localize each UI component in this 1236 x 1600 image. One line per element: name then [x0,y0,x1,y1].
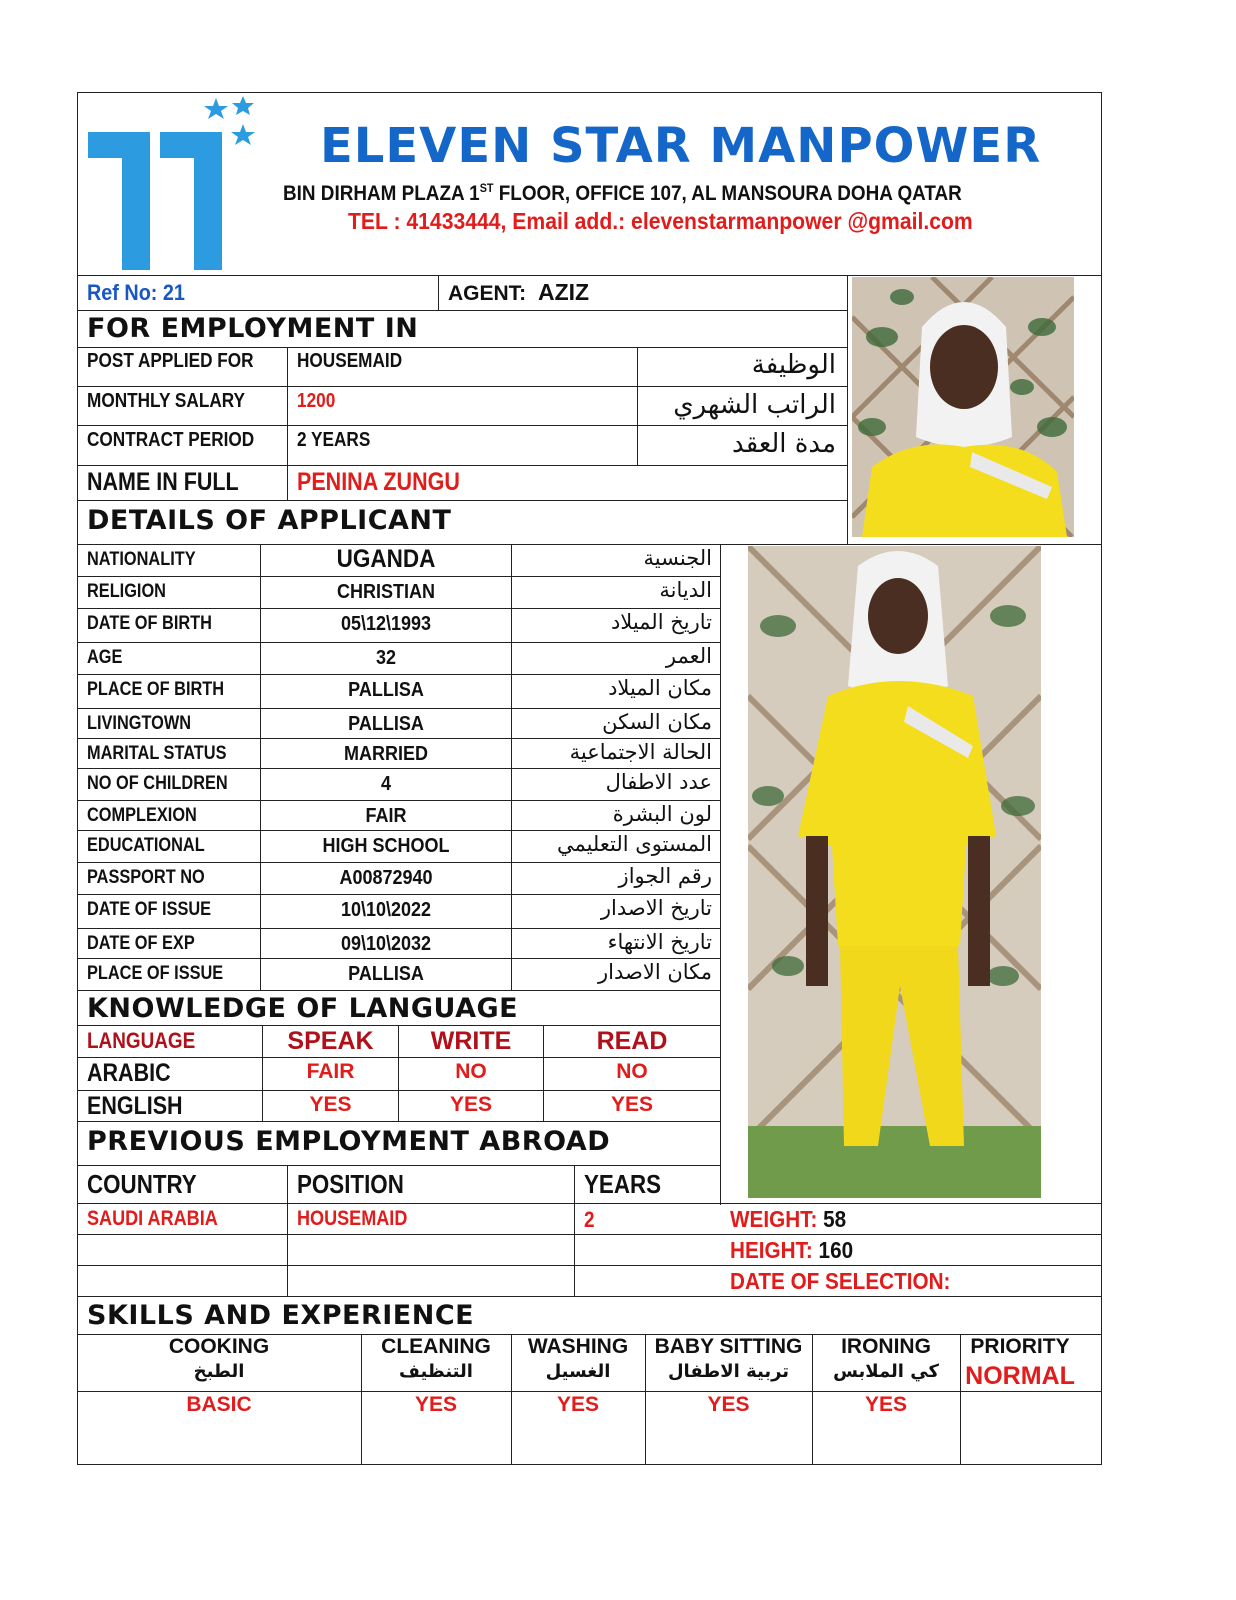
detail-arabic: تاريخ الاصدار [600,896,712,920]
row-divider [77,738,720,739]
detail-value: UGANDA [336,545,436,573]
detail-arabic: مكان الاصدار [598,960,712,984]
ref-number: Ref No: 21 [87,280,185,305]
skill-level: YES [707,1393,750,1416]
skill-name: IRONING [841,1335,931,1358]
address-text-2: FLOOR, OFFICE 107, AL MANSOURA DOHA QATAR [493,182,962,205]
detail-arabic: مكان الميلاد [608,676,712,700]
row-divider [77,800,720,801]
date-of-selection-label: DATE OF SELECTION: [730,1268,951,1294]
detail-arabic: عدد الاطفال [605,770,712,794]
prev-country-1: SAUDI ARABIA [87,1207,218,1230]
company-name: ELEVEN STAR MANPOWER [320,118,1042,174]
detail-value: 4 [380,773,392,795]
applicant-portrait-photo [852,277,1074,537]
detail-arabic: الديانة [659,578,712,602]
detail-value: 32 [375,647,397,669]
name-value: PENINA ZUNGU [297,468,460,496]
lang-header-read: READ [596,1027,668,1055]
skill-name-arabic: الغسيل [545,1361,611,1382]
detail-arabic: الجنسية [643,546,712,570]
contract-arabic: مدة العقد [732,429,836,459]
detail-value: 09\10\2032 [340,933,432,955]
detail-label: RELIGION [87,581,166,602]
post-arabic: الوظيفة [751,350,836,380]
name-label: NAME IN FULL [87,468,239,496]
arabic-speak: FAIR [306,1060,355,1083]
detail-label: COMPLEXION [87,805,197,826]
prev-years-1: 2 [584,1207,595,1232]
detail-arabic: لون البشرة [612,802,712,826]
english-write: YES [449,1093,493,1116]
skill-name-arabic: كي الملابس [833,1361,939,1382]
prev-header-years: YEARS [584,1169,662,1199]
row-divider [77,674,720,675]
weight-label: WEIGHT: [730,1206,818,1232]
salary-arabic: الراتب الشهري [673,390,836,420]
arabic-read: NO [616,1060,648,1083]
agent-label: AGENT: [448,282,527,305]
applicant-full-photo [748,546,1041,1198]
prev-header-position: POSITION [297,1169,404,1199]
weight [730,1206,846,1233]
english-speak: YES [309,1093,352,1116]
detail-arabic: رقم الجواز [618,864,712,888]
skill-name-arabic: التنظيف [399,1361,473,1382]
row-divider [77,608,720,609]
section-employment: FOR EMPLOYMENT IN [87,313,419,344]
row-divider [77,928,720,929]
skill-name: COOKING [168,1335,270,1358]
detail-arabic: تاريخ الانتهاء [607,930,712,954]
detail-label: DATE OF BIRTH [87,613,212,634]
detail-label: NO OF CHILDREN [87,773,228,794]
lang-header-write: WRITE [430,1027,512,1055]
skill-name: BABY SITTING [654,1335,803,1358]
address-text: BIN DIRHAM PLAZA 1 [283,182,480,205]
contract-value: 2 YEARS [297,429,371,451]
agent-value: AZIZ [538,279,590,305]
skill-level: YES [556,1393,600,1416]
row-divider [77,862,720,863]
detail-label: MARITAL STATUS [87,743,227,764]
detail-label: DATE OF ISSUE [87,899,212,920]
detail-label: PLACE OF BIRTH [87,679,225,700]
row-divider [77,642,720,643]
detail-arabic: مكان السكن [602,710,712,734]
height-label: HEIGHT: [730,1237,813,1263]
detail-value: MARRIED [343,743,429,765]
post-label: POST APPLIED FOR [87,350,254,372]
row-divider [77,958,720,959]
priority-label: PRIORITY [970,1335,1070,1358]
section-details: DETAILS OF APPLICANT [87,505,452,536]
detail-label: DATE OF EXP [87,933,195,954]
skill-level: YES [864,1393,908,1416]
english-read: YES [610,1093,654,1116]
height-value: 160 [818,1237,854,1263]
weight-value: 58 [823,1206,847,1232]
row-divider [77,576,720,577]
row-divider [77,830,720,831]
detail-arabic: تاريخ الميلاد [610,610,712,634]
skill-name-arabic: الطبخ [193,1361,245,1382]
detail-label: AGE [87,647,123,668]
lang-header-language: LANGUAGE [87,1028,196,1053]
row-divider [77,708,720,709]
section-previous: PREVIOUS EMPLOYMENT ABROAD [87,1126,611,1157]
detail-label: PASSPORT NO [87,867,205,888]
row-divider [77,894,720,895]
lang-row-arabic: ARABIC [87,1059,171,1087]
skill-level: BASIC [186,1393,252,1416]
skill-name-arabic: تربية الاطفال [667,1361,790,1382]
skill-name: WASHING [527,1335,629,1358]
prev-header-country: COUNTRY [87,1169,197,1199]
priority-value: NORMAL [965,1362,1075,1390]
section-language: KNOWLEDGE OF LANGUAGE [87,993,519,1024]
detail-arabic: الحالة الاجتماعية [569,740,712,764]
address-sup: ST [479,181,494,195]
detail-arabic: المستوى التعليمي [556,832,712,856]
skill-name: CLEANING [381,1335,491,1358]
detail-label: EDUCATIONAL [87,835,205,856]
detail-value: 05\12\1993 [340,613,432,635]
skill-level: YES [414,1393,458,1416]
detail-value: A00872940 [339,867,433,889]
lang-header-speak: SPEAK [287,1027,374,1055]
detail-label: PLACE OF ISSUE [87,963,224,984]
detail-value: PALLISA [348,963,424,985]
detail-value: FAIR [365,805,407,827]
detail-value: 10\10\2022 [340,899,432,921]
detail-arabic: العمر [665,644,712,668]
detail-value: HIGH SCHOOL [322,835,450,857]
detail-value: PALLISA [348,679,424,701]
salary-value: 1200 [297,390,336,412]
arabic-write: NO [455,1060,487,1083]
salary-label: MONTHLY SALARY [87,390,246,412]
detail-label: NATIONALITY [87,549,196,570]
lang-row-english: ENGLISH [87,1092,183,1120]
detail-value: CHRISTIAN [336,581,435,603]
company-contact: TEL : 41433444, Email add.: elevenstarmanpower @gmail.com [348,208,973,234]
contract-label: CONTRACT PERIOD [87,429,255,451]
detail-value: PALLISA [348,713,424,735]
height [730,1237,853,1264]
detail-label: LIVINGTOWN [87,713,192,734]
section-skills: SKILLS AND EXPERIENCE [87,1300,475,1331]
post-value: HOUSEMAID [297,350,403,372]
row-divider [77,768,720,769]
prev-position-1: HOUSEMAID [297,1207,408,1230]
